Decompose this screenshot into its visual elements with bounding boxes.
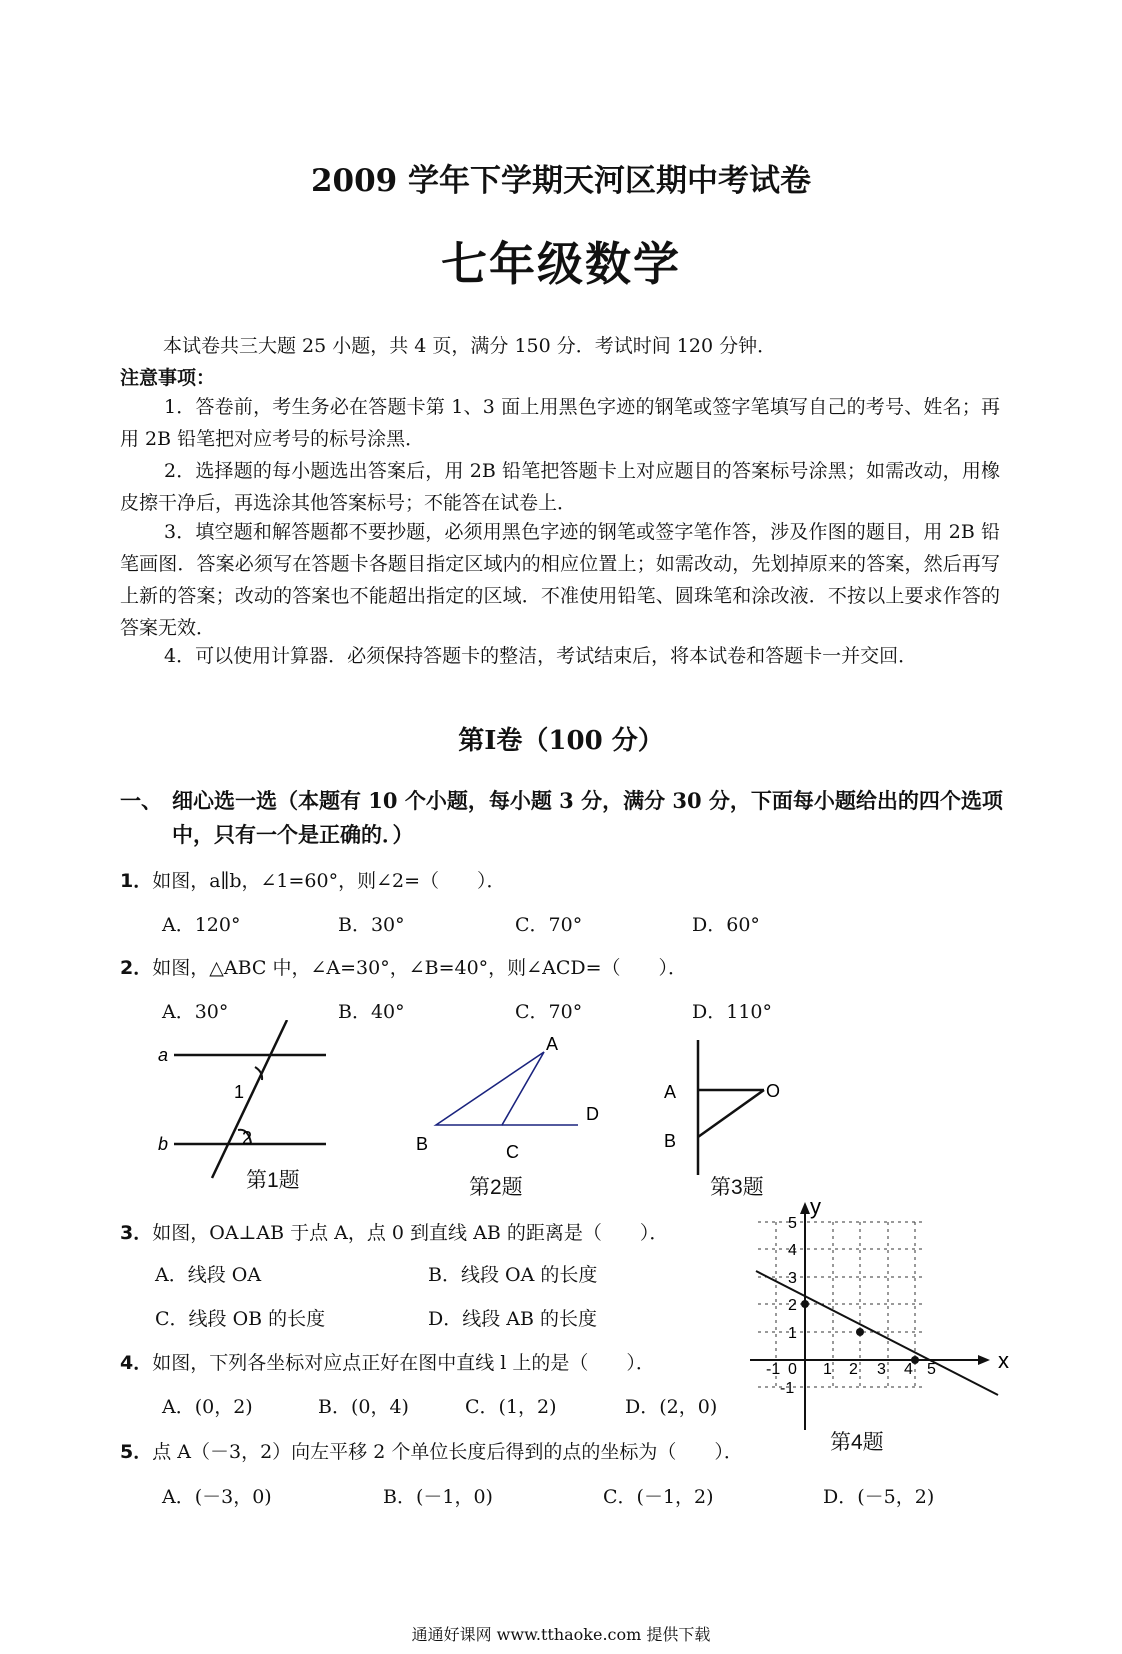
y-tick-3: 3 [788,1270,797,1287]
question-text: 如图，OA⊥AB 于点 A，点 0 到直线 AB 的距离是（ ）． [152,1222,669,1244]
part-description: 细心选一选（本题有 10 个小题，每小题 3 分，满分 30 分，下面每小题给出的四个选项中，只有一个是正确的．） [172,788,1003,847]
x-axis-label: x [998,1348,1009,1373]
question-4 [120,1348,655,1378]
question-text: 如图，△ABC 中，∠A=30°，∠B=40°，则∠ACD=（ ）． [152,957,688,979]
question-2 [120,953,687,983]
figure-4-caption: 第4题 [830,1431,884,1454]
x-tick-4: 4 [904,1361,913,1378]
q5-option-c: C．(－1，2) [603,1486,714,1508]
notice-item-3: 3．填空题和解答题都不要抄题，必须用黑色字迹的钢笔或签字笔作答，涉及作图的题目，用 2B 铅笔画图．答案必须写在答题卡各题目指定区域内的相应位置上；如需改动，先划掉原来的答案，然后再写上新的答案；改动的答案也不能超出指定的区域．不准使用铅笔、圆珠笔和涂改液．不按以上要求作答的答案无效． [120,521,1000,639]
question-number: 5． [120,1441,153,1463]
question-number: 1． [120,870,153,892]
point-0-2 [801,1300,809,1308]
q2-option-d: D．110° [692,1001,772,1023]
triangle-abc [436,1052,544,1125]
q4-option-c: C．(1，2) [465,1396,557,1418]
point-a-label: A [664,1082,677,1102]
notice-item-2: 2．选择题的每小题选出答案后，用 2B 铅笔把答题卡上对应题目的答案标号涂黑；如需改动，用橡皮擦干净后，再选涂其他答案标号；不能答在试卷上． [120,460,1000,514]
q3-option-b: B．线段 OA 的长度 [428,1264,598,1286]
y-tick-neg1: -1 [780,1380,795,1397]
label-a: a [158,1045,169,1065]
q1-option-c: C．70° [515,914,583,936]
question-3 [120,1218,668,1248]
q4-option-d: D．(2，0) [625,1396,718,1418]
question-number: 3． [120,1222,153,1244]
q2-option-a: A．30° [162,1001,229,1023]
origin-label: 0 [788,1361,797,1378]
figure-2 [410,1030,620,1160]
q4-option-b: B．(0，4) [318,1396,409,1418]
x-tick-2: 2 [849,1361,858,1378]
figure-2-caption: 第2题 [469,1176,523,1199]
y-axis-label: y [810,1200,821,1219]
q3-option-a: A．线段 OA [155,1264,262,1286]
notice-item-4: 4．可以使用计算器．必须保持答题卡的整洁，考试结束后，将本试卷和答题卡一并交回． [164,645,918,667]
question-text: 如图，a∥b，∠1=60°，则∠2=（ ）． [152,870,506,892]
figure-3-caption: 第3题 [710,1176,764,1199]
question-number: 2． [120,957,153,979]
y-tick-4: 4 [788,1242,797,1259]
point-c-label: C [506,1142,519,1160]
point-b-label: B [664,1131,677,1151]
segment-ob [698,1090,764,1137]
x-axis-arrow [978,1355,990,1365]
angle-2-label: 2 [242,1128,253,1148]
angle-1-label: 1 [234,1082,245,1102]
x-tick-neg1: -1 [766,1361,781,1378]
q1-option-d: D．60° [692,914,760,936]
question-number: 4． [120,1352,153,1374]
point-d-label: D [586,1104,599,1124]
q5-option-d: D．(－5，2) [823,1486,935,1508]
question-5 [120,1437,743,1467]
y-tick-5: 5 [788,1215,797,1232]
notice-heading: 注意事项： [120,367,216,389]
page-footer: 通通好课网 www.tthaoke.com 提供下载 [411,1625,711,1644]
x-tick-5: 5 [927,1361,936,1378]
q5-option-b: B．(－1，0) [383,1486,493,1508]
y-tick-1: 1 [788,1325,797,1342]
label-b: b [158,1134,169,1154]
figure-3 [650,1040,800,1180]
q3-option-d: D．线段 AB 的长度 [428,1308,597,1330]
question-text: 点 A（－3，2）向左平移 2 个单位长度后得到的点的坐标为（ ）． [152,1441,743,1463]
q2-option-c: C．70° [515,1001,583,1023]
exam-intro: 本试卷共三大题 25 小题，共 4 页，满分 150 分．考试时间 120 分钟． [163,335,777,357]
y-axis-arrow [800,1202,810,1214]
grid [758,1222,926,1390]
question-1 [120,866,506,896]
q3-option-c: C．线段 OB 的长度 [155,1308,326,1330]
point-2-1 [856,1328,864,1336]
point-b-label: B [416,1134,429,1154]
section-title: 第Ⅰ卷（100 分） [458,726,664,756]
q1-option-b: B．30° [338,914,405,936]
figure-4-coordinate-plane [750,1200,1010,1440]
question-text: 如图，下列各坐标对应点正好在图中直线 l 上的是（ ）． [152,1352,655,1374]
notice-item-1: 1．答卷前，考生务必在答题卡第 1、3 面上用黑色字迹的钢笔或签字笔填写自己的考号、姓名；再用 2B 铅笔把对应考号的标号涂黑． [120,396,1000,450]
subject-title: 七年级数学 [441,237,681,291]
point-a-label: A [546,1034,559,1054]
q4-option-a: A．(0，2) [162,1396,253,1418]
exam-title: 2009 学年下学期天河区期中考试卷 [310,163,812,199]
figure-1-caption: 第1题 [246,1169,300,1192]
x-tick-3: 3 [877,1361,886,1378]
x-tick-1: 1 [823,1361,832,1378]
q1-option-a: A．120° [162,914,241,936]
q2-option-b: B．40° [338,1001,405,1023]
q5-option-a: A．(－3，0) [162,1486,272,1508]
point-o-label: O [766,1081,781,1101]
transversal [212,1020,287,1178]
y-tick-2: 2 [788,1297,797,1314]
part-label: 一、 [120,788,162,813]
